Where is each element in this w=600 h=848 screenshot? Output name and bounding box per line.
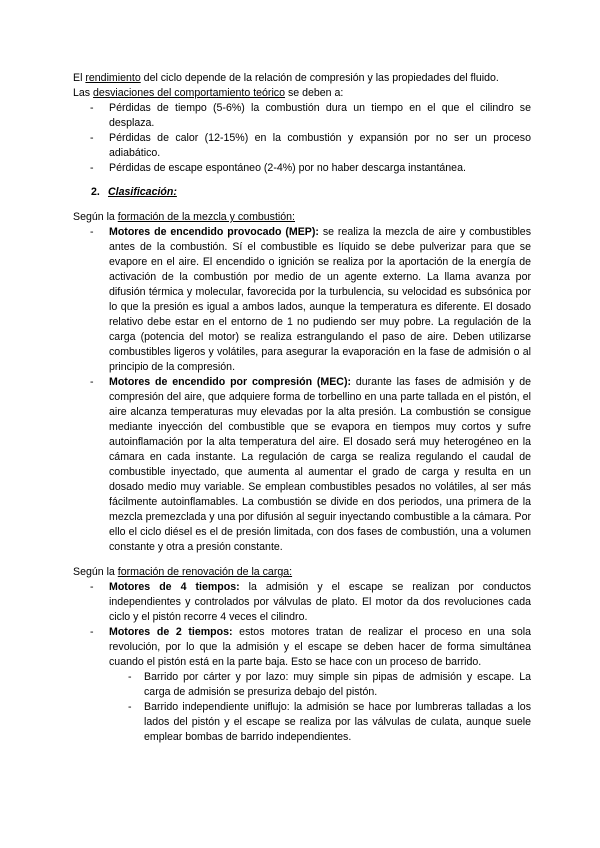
item-text: se realiza la mezcla de aire y combustibles antes de la combustión. Sí el combustible es líquido se debe pulverizar para que se evapore en el aire. El encendido o ignición se realiza por la aportación de la energía de activación de la combustión por medio de un agente externo. La llama avanza por difusión térmica y molecular, favorecida por la turbulencia, su velocidad es subsónica por lo que la presión es igual a ambos lados, aunque la temperatura es diferente. El dosado relativo debe estar en el entorno de 1 no pudiendo ser muy pobre. La regulación de la carga (potencia del motor) se realiza estrangulando el paso de aire. Deben utilizarse combustibles ligeros y volátiles, para asegurar la evaporación en la fase de admisión o al principio de la compresión. [109,226,531,373]
subheading-text: Según la [73,211,118,223]
dash-bullet: - [90,226,94,238]
dash-bullet: - [128,701,132,713]
dash-bullet: - [90,626,94,638]
dash-bullet: - [128,671,132,683]
dash-bullet: - [90,132,94,144]
renewal-list [73,580,531,745]
intro-text: del ciclo depende de la relación de compresión y las propiedades del fluido. [140,72,499,84]
spacer [73,555,531,565]
item-text: durante las fases de admisión y de compresión del aire, que adquiere forma de torbellino en una parte tallada en el pistón, el aire alcanza temperaturas muy elevadas por la alta presión. La combustión se consigue mediante inyección del combustible que se evapora en tiempos muy cortos y sufre autoinflamación por la alta temperatura del aire. El dosado será muy heterogéneo en la cámara en cada instante. La regulación de carga se realiza regulando el caudal de combustible inyectado, que aumenta al aumentar el grado de carga y resulta en un dosado medio muy variable. Se emplean combustibles pesados no volátiles, al ser más fácilmente autoinflamables. La combustión se divide en dos periodos, una primera de la mezcla premezclada y una por difusión al seguir inyectando combustible a la cámara. Por ello el ciclo diésel es el de presión limitada, con dos fases de combustión, una a volumen constante y otra a presión constante. [109,376,531,553]
dash-bullet: - [90,162,94,174]
list-item-text: Pérdidas de tiempo (5-6%) la combustión dura un tiempo en el que el cilindro se desplaza. [109,102,531,129]
item-title: Motores de encendido provocado (MEP): [109,226,319,238]
list-item [73,580,531,625]
subheading-term: formación de la mezcla y combustión: [117,211,295,223]
mixture-list [73,225,531,555]
list-item [73,625,531,670]
subheading-renewal [73,565,531,580]
item-title: Motores de 4 tiempos: [109,581,240,593]
document-page [73,71,531,745]
section-title: Clasificación: [108,186,177,198]
list-item [73,131,531,161]
subheading-text: Según la [73,566,118,578]
item-text: la admisión y el escape se realizan por conductos independientes y controlados por válvulas de plato. El motor da dos revoluciones cada ciclo y el pistón recorre 4 veces el cilindro. [109,581,531,623]
item-title: Motores de 2 tiempos: [109,626,233,638]
item-text: estos motores tratan de realizar el proceso en una sola revolución, por lo que la admisión y el escape se deben hacer de forma simultánea cuando el pistón está en la parte baja. Esto se hace con un proceso de barrido. [109,626,531,668]
list-item-text: Pérdidas de escape espontáneo (2-4%) por no haber descarga instantánea. [109,162,466,174]
term-rendimiento: rendimiento [85,72,141,84]
intro-text: se deben a: [285,87,344,99]
deviations-list [73,101,531,176]
sub-list-item [73,670,531,700]
item-title: Motores de encendido por compresión (MEC): [109,376,352,388]
subheading-mixture [73,210,531,225]
list-item [73,161,531,176]
section-number: 2. [91,186,100,198]
dash-bullet: - [90,376,94,388]
list-item-text: Pérdidas de calor (12-15%) en la combustión y expansión por no ser un proceso adiabático. [109,132,531,159]
term-desviaciones: desviaciones del comportamiento teórico [93,87,285,99]
intro-text: Las [73,87,94,99]
list-item [73,225,531,375]
intro-line-2 [73,86,531,101]
intro-text: El [73,72,86,84]
subheading-term: formación de renovación de la carga: [117,566,293,578]
intro-line-1 [73,71,531,86]
list-item [73,101,531,131]
sub-item-text: Barrido por cárter y por lazo: muy simple sin pipas de admisión y escape. La carga de admisión se presuriza debajo del pistón. [144,671,531,698]
dash-bullet: - [90,102,94,114]
sub-item-text: Barrido independiente uniflujo: la admisión se hace por lumbreras talladas a los lados del pistón y el escape se realiza por las válvulas de culata, aunque suele emplear bombas de barrido independientes. [144,701,531,743]
dash-bullet: - [90,581,94,593]
section-heading [91,185,531,200]
sub-list-item [73,700,531,745]
list-item [73,375,531,555]
